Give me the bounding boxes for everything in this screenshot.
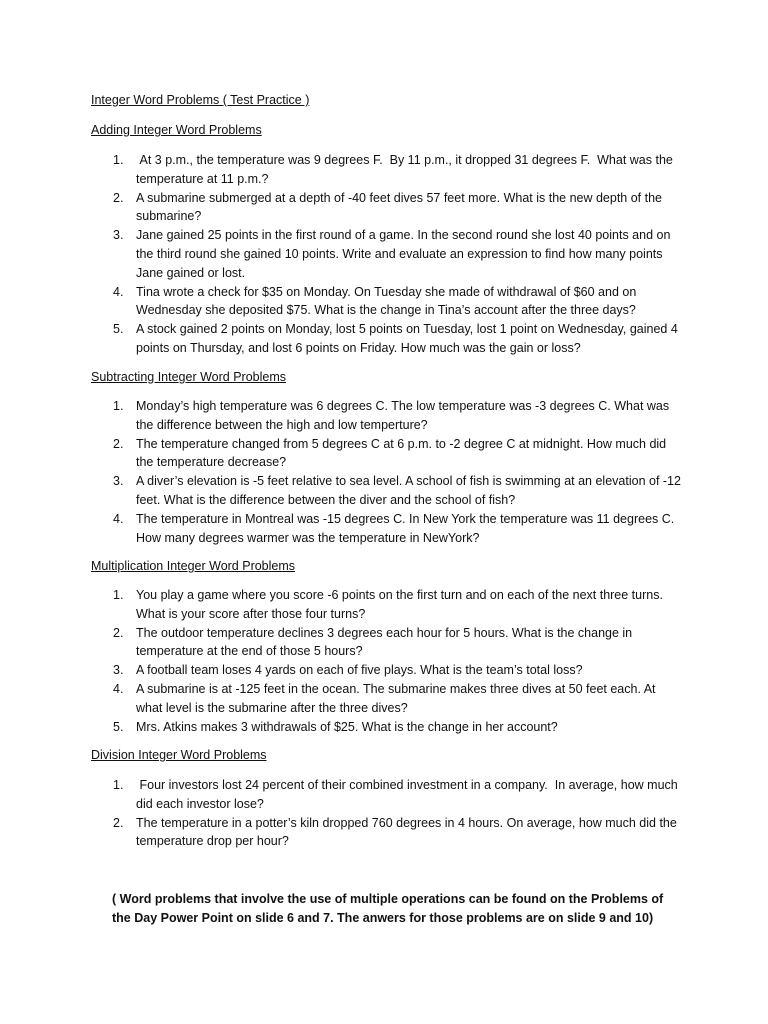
problem-text: Mrs. Atkins makes 3 withdrawals of $25. What is the change in her account? [136,719,558,734]
problem-text: The temperature in Montreal was -15 degrees C. In New York the temperature was 11 degrees C. How many degrees warmer was the temperature in NewYork? [136,511,675,545]
problem-number: 4. [113,681,124,696]
section-heading-adding: Adding Integer Word Problems [91,123,262,137]
problem-text: Monday’s high temperature was 6 degrees C. The low temperature was -3 degrees C. What was the difference between the high and low temperture? [136,399,670,432]
problem-number: 4. [113,511,124,526]
problem-text: Four investors lost 24 percent of their combined investment in a company. In average, how much did each investor lose? [136,778,682,811]
problem-text: Jane gained 25 points in the first round of a game. In the second round she lost 40 points and on the third round she gained 10 points. Write and evaluate an expression to find how many points Jane gained or lost. [136,228,671,280]
problem-text: A submarine is at -125 feet in the ocean. The submarine makes three dives at 50 feet each. At what level is the submarine after the three dives? [136,681,656,715]
problem-text: A stock gained 2 points on Monday, lost 5 points on Tuesday, lost 1 point on Wednesday, gained 4 points on Thursday, and lost 6 points on Friday. How much was the gain or loss? [136,322,678,355]
problem-text: The temperature changed from 5 degrees C at 6 p.m. to -2 degree C at midnight. How much did the temperature decrease? [136,436,667,470]
problem-number: 5. [113,719,124,734]
closing-note: ( Word problems that involve the use of multiple operations can be found on the Problems of the Day Power Point on slide 6 and 7. The anwers for those problems are on slide 9 and 10) [112,892,664,925]
problem-number: 1. [113,153,124,167]
problem-number: 1. [113,399,124,413]
problem-text: At 3 p.m., the temperature was 9 degrees F. By 11 p.m., it dropped 31 degrees F. What was the temperature at 11 p.m.? [136,153,677,186]
problem-number: 5. [113,322,124,337]
problem-text: The temperature in a potter’s kiln dropped 760 degrees in 4 hours. On average, how much did the temperature drop per hour? [136,815,677,849]
problem-number: 2. [113,625,124,640]
problem-number: 1. [113,778,124,792]
problem-text: The outdoor temperature declines 3 degrees each hour for 5 hours. What is the change in temperature at the end of those 5 hours? [136,625,633,659]
problem-number: 4. [113,284,124,299]
section-heading-division: Division Integer Word Problems [91,748,267,762]
problem-text: You play a game where you score -6 points on the first turn and on each of the next three turns. What is your score after those four turns? [136,588,663,621]
problem-number: 1. [113,588,124,602]
problem-number: 2. [113,190,124,205]
problem-number: 2. [113,815,124,830]
problem-number: 3. [113,474,124,489]
problem-number: 2. [113,436,124,451]
problem-text: Tina wrote a check for $35 on Monday. On Tuesday she made of withdrawal of $60 and on Wednesday she deposited $75. What is the change in Tina’s account after the three days? [136,284,637,318]
section-heading-subtracting: Subtracting Integer Word Problems [91,370,287,384]
problem-number: 3. [113,663,124,678]
problem-text: A submarine submerged at a depth of -40 feet dives 57 feet more. What is the new depth of the submarine? [136,190,663,224]
problem-text: A diver’s elevation is -5 feet relative to sea level. A school of fish is swimming at an elevation of -12 feet. What is the difference between the diver and the school of fish? [136,474,681,507]
problem-text: A football team loses 4 yards on each of five plays. What is the team’s total loss? [136,663,583,678]
document-title: Integer Word Problems ( Test Practice ) [91,93,310,107]
problem-number: 3. [113,228,124,243]
section-heading-multiplication: Multiplication Integer Word Problems [91,559,296,573]
